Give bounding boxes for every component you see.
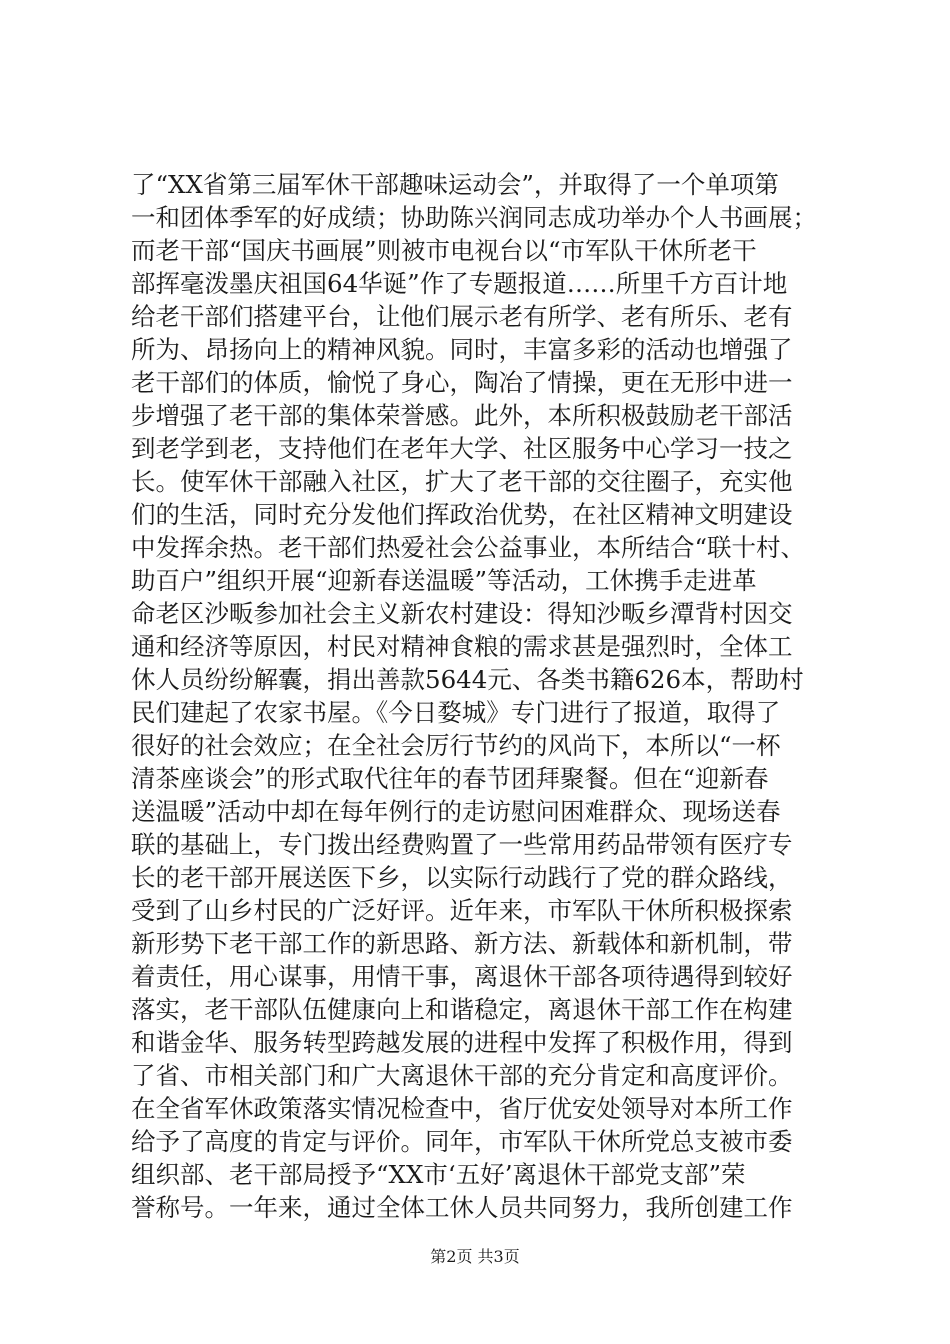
- text-line: 中发挥余热。老干部们热爱社会公益事业，本所结合“联十村、: [131, 533, 806, 562]
- text-line: 通和经济等原因，村民对精神食粮的需求甚是强烈时，全体工: [131, 632, 793, 661]
- text-line: 新形势下老干部工作的新思路、新方法、新载体和新机制，带: [131, 929, 793, 958]
- text-line: 送温暖”活动中却在每年例行的走访慰问困难群众、现场送春: [131, 797, 781, 826]
- text-line: 誉称号。一年来，通过全体工休人员共同努力，我所创建工作: [131, 1193, 793, 1222]
- text-line: 给老干部们搭建平台，让他们展示老有所学、老有所乐、老有: [131, 302, 793, 331]
- text-line: 休人员纷纷解囊，捐出善款5644元、各类书籍626本，帮助村: [131, 665, 804, 694]
- text-line: 组织部、老干部局授予“XX市‘五好’离退休干部党支部”荣: [131, 1160, 746, 1189]
- text-line: 们的生活，同时充分发他们挥政治优势，在社区精神文明建设: [131, 500, 793, 529]
- text-line: 到老学到老，支持他们在老年大学、社区服务中心学习一技之: [131, 434, 793, 463]
- text-line: 受到了山乡村民的广泛好评。近年来，市军队干休所积极探索: [131, 896, 793, 925]
- text-line: 很好的社会效应；在全社会厉行节约的风尚下，本所以“一杯: [131, 731, 781, 760]
- text-line: 老干部们的体质，愉悦了身心，陶冶了情操，更在无形中进一: [131, 368, 793, 397]
- body-paragraph: [131, 168, 831, 1224]
- text-line: 清茶座谈会”的形式取代往年的春节团拜聚餐。但在“迎新春: [131, 764, 769, 793]
- text-line: 助百户”组织开展“迎新春送温暖”等活动，工休携手走进革: [131, 566, 757, 595]
- text-line: 民们建起了农家书屋。《今日婺城》专门进行了报道，取得了: [131, 698, 781, 727]
- text-line: 联的基础上，专门拨出经费购置了一些常用药品带领有医疗专: [131, 830, 793, 859]
- text-line: 了省、市相关部门和广大离退休干部的充分肯定和高度评价。: [131, 1061, 793, 1090]
- text-line: 命老区沙畈参加社会主义新农村建设：得知沙畈乡潭背村因交: [131, 599, 793, 628]
- text-line: 而老干部“国庆书画展”则被市电视台以“市军队干休所老干: [131, 236, 757, 265]
- text-line: 一和团体季军的好成绩；协助陈兴润同志成功举办个人书画展；: [131, 203, 817, 232]
- text-line: 给予了高度的肯定与评价。同年，市军队干休所党总支被市委: [131, 1127, 793, 1156]
- text-line: 长。使军休干部融入社区，扩大了老干部的交往圈子，充实他: [131, 467, 793, 496]
- text-line: 步增强了老干部的集体荣誉感。此外，本所积极鼓励老干部活: [131, 401, 793, 430]
- page-footer: 第2页 共3页: [430, 1247, 520, 1266]
- text-line: 所为、昂扬向上的精神风貌。同时，丰富多彩的活动也增强了: [131, 335, 793, 364]
- text-line: 部挥毫泼墨庆祖国64华诞”作了专题报道……所里千方百计地: [131, 269, 788, 298]
- text-line: 了“XX省第三届军休干部趣味运动会”，并取得了一个单项第: [131, 170, 779, 199]
- text-line: 落实，老干部队伍健康向上和谐稳定，离退休干部工作在构建: [131, 995, 793, 1024]
- text-line: 和谐金华、服务转型跨越发展的进程中发挥了积极作用，得到: [131, 1028, 793, 1057]
- text-line: 在全省军休政策落实情况检查中，省厅优安处领导对本所工作: [131, 1094, 793, 1123]
- text-line: 长的老干部开展送医下乡，以实际行动践行了党的群众路线，: [131, 863, 793, 892]
- text-line: 着责任，用心谋事，用情干事，离退休干部各项待遇得到较好: [131, 962, 793, 991]
